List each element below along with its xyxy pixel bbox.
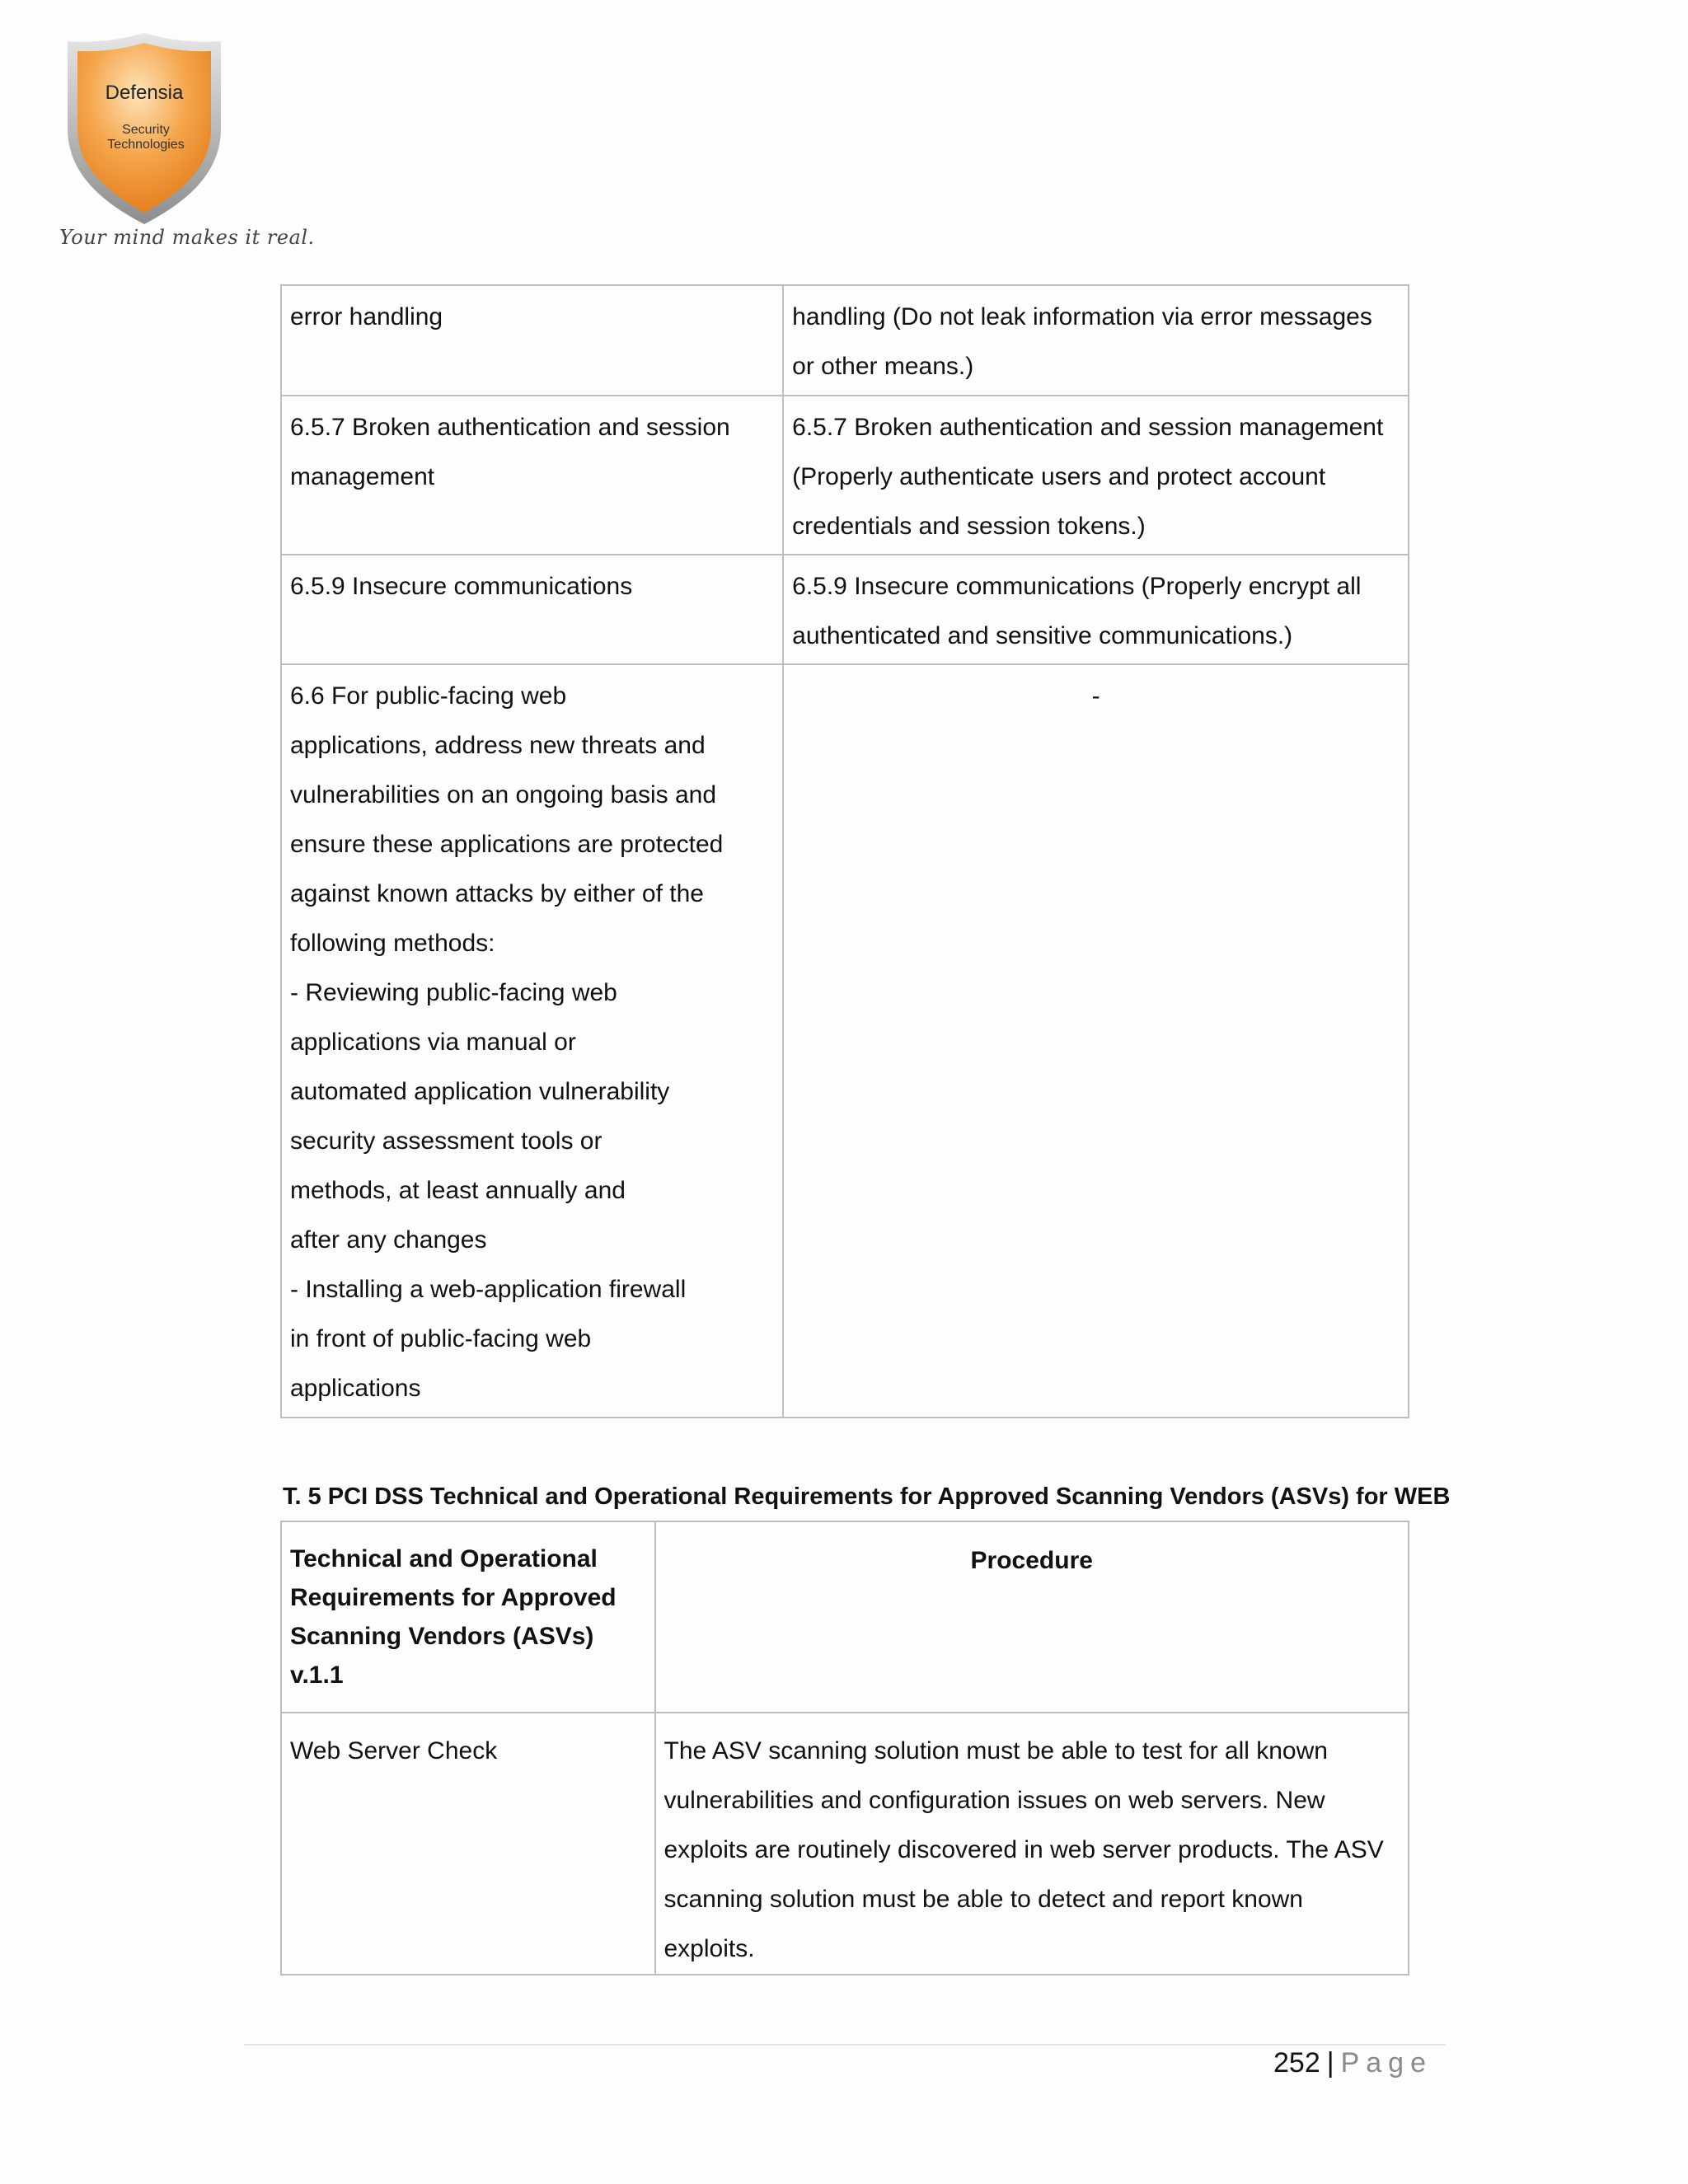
table-row (281, 664, 1409, 1418)
footer-divider (244, 2044, 1446, 2046)
table-cell: 6.5.9 Insecure communications (Properly encrypt all authenticated and sensitive communications.) (783, 555, 1409, 664)
logo-name: Defensia (105, 82, 184, 104)
table-row (281, 396, 1409, 555)
page-number (1273, 2047, 1432, 2079)
logo-sub2: Technologies (107, 138, 185, 152)
asv-requirements-table (280, 1521, 1409, 1975)
page-label: Page (1340, 2047, 1432, 2079)
logo-tagline: Your mind makes it real. (59, 226, 315, 249)
table-row (281, 285, 1409, 396)
table-cell: handling (Do not leak information via error messages or other means.) (783, 285, 1409, 396)
table-cell: The ASV scanning solution must be able to test for all known vulnerabilities and configuration issues on web servers. New exploits are routinely discovered in web server products. The ASV scanning solution must be able to detect and report known exploits. (655, 1713, 1409, 1975)
table-header-row (281, 1521, 1409, 1713)
logo-sub1: Security (122, 123, 170, 137)
page-separator: | (1326, 2047, 1334, 2079)
table-cell: - (783, 664, 1409, 1418)
table-cell: error handling (281, 285, 783, 396)
table-cell: 6.6 For public-facing web applications, address new threats and vulnerabilities on an ongoing basis and ensure these applications are protected against known attacks by either of the following methods: - Reviewing public-facing web applications via manual or automated application vulnerability security assessment tools or methods, at least annually and after any changes - Installing a web-application firewall in front of public-facing web applications (281, 664, 783, 1418)
header-cell: Procedure (655, 1521, 1409, 1713)
page-number-value: 252 (1273, 2047, 1320, 2079)
table-row (281, 1713, 1409, 1975)
shield-icon (58, 30, 231, 227)
header-cell: Technical and Operational Requirements for Approved Scanning Vendors (ASVs) v.1.1 (281, 1521, 655, 1713)
table-cell: 6.5.7 Broken authentication and session management (281, 396, 783, 555)
table-cell: 6.5.7 Broken authentication and session management (Properly authenticate users and protect account credentials and session tokens.) (783, 396, 1409, 555)
table-row (281, 555, 1409, 664)
table-caption: T. 5 PCI DSS Technical and Operational Requirements for Approved Scanning Vendors (ASVs) for WEB (283, 1483, 1451, 1510)
table-cell: Web Server Check (281, 1713, 655, 1975)
requirements-table-continued (280, 284, 1409, 1418)
table-cell: 6.5.9 Insecure communications (281, 555, 783, 664)
